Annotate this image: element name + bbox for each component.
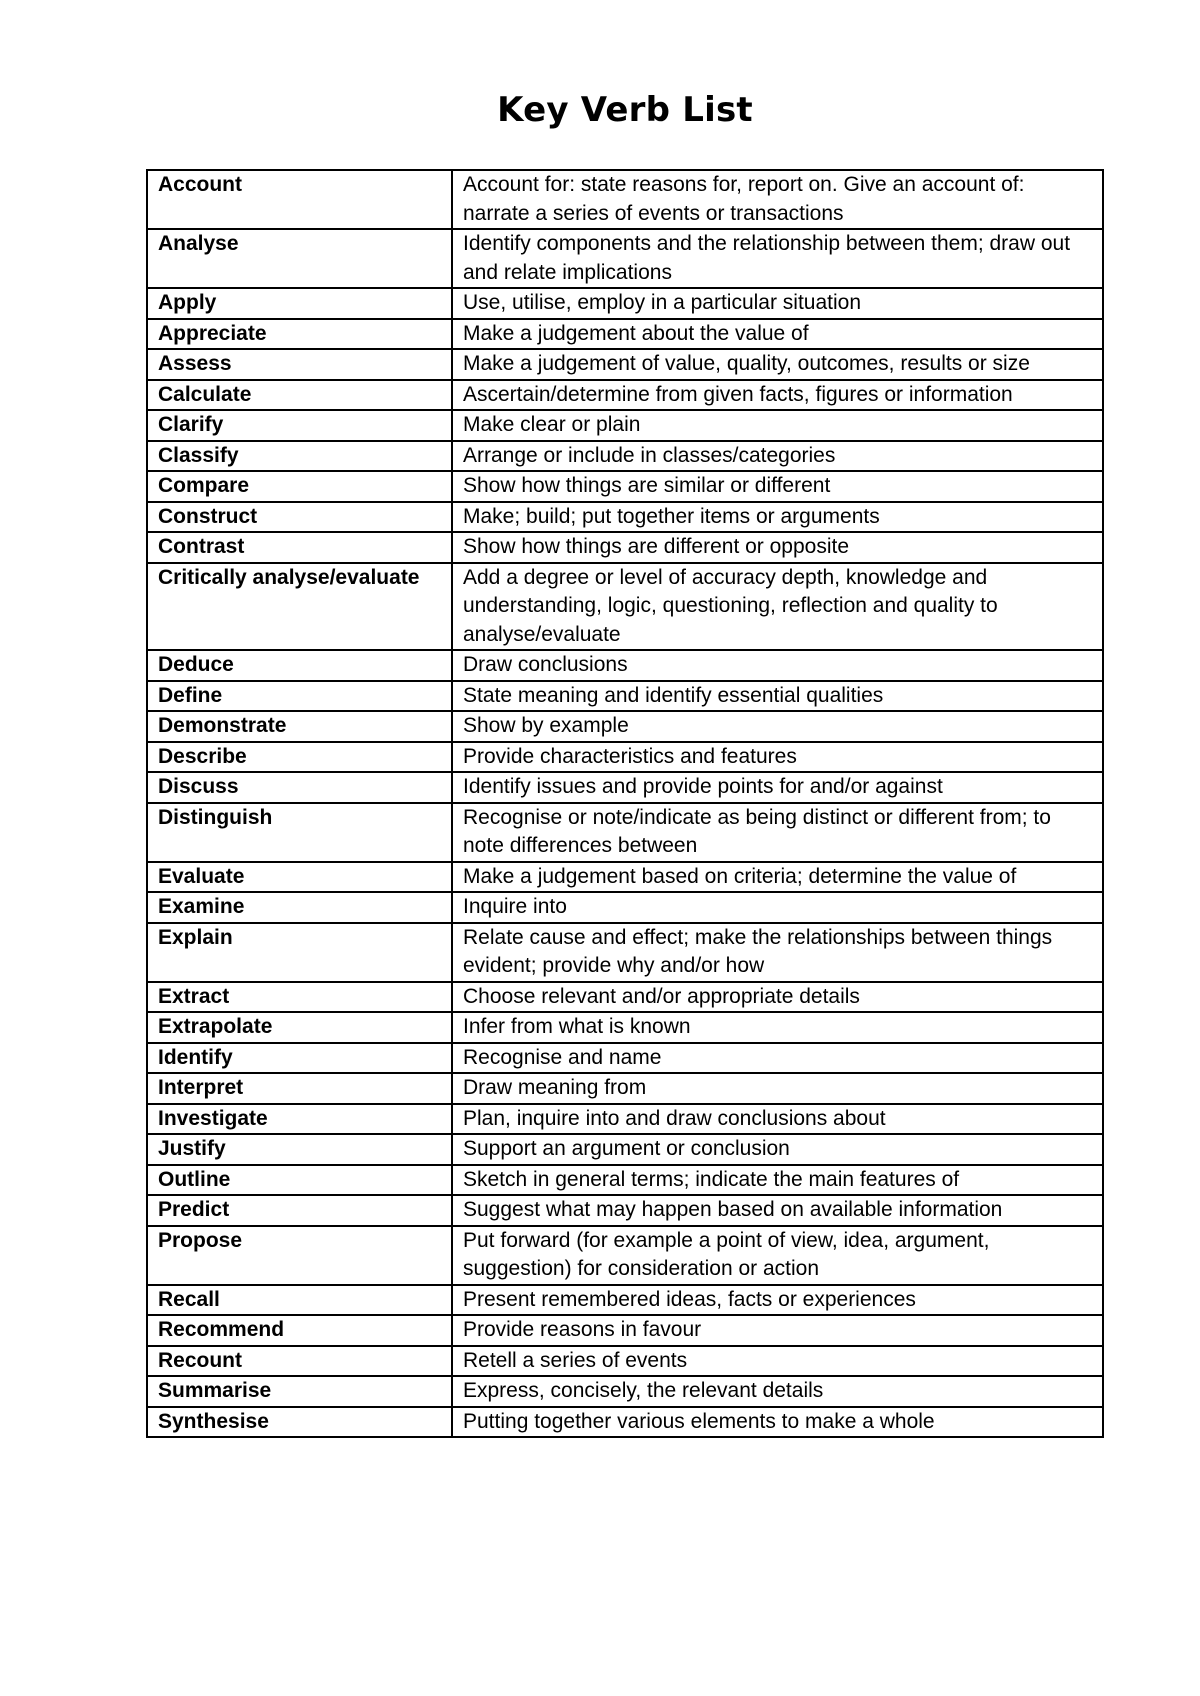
verb-term-cell: Construct: [147, 502, 452, 533]
verb-term-cell: Extrapolate: [147, 1012, 452, 1043]
table-row: [147, 380, 1103, 411]
table-row: [147, 441, 1103, 472]
verb-term-cell: Distinguish: [147, 803, 452, 862]
table-row: [147, 982, 1103, 1013]
table-row: [147, 1165, 1103, 1196]
verb-term-cell: Interpret: [147, 1073, 452, 1104]
verb-term-cell: Assess: [147, 349, 452, 380]
table-row: [147, 1195, 1103, 1226]
table-row: [147, 1285, 1103, 1316]
verb-term-cell: Analyse: [147, 229, 452, 288]
verb-term-cell: Propose: [147, 1226, 452, 1285]
verb-term-cell: Recall: [147, 1285, 452, 1316]
verb-definition-cell: Make a judgement based on criteria; determine the value of: [452, 862, 1103, 893]
table-row: [147, 563, 1103, 651]
verb-term-cell: Extract: [147, 982, 452, 1013]
verb-definition-cell: Make; build; put together items or arguments: [452, 502, 1103, 533]
verb-definition-cell: Draw meaning from: [452, 1073, 1103, 1104]
verb-term-cell: Examine: [147, 892, 452, 923]
verb-term-cell: Recommend: [147, 1315, 452, 1346]
verb-definition-cell: Account for: state reasons for, report on. Give an account of: narrate a series of events or transactions: [452, 170, 1103, 229]
verb-term-cell: Classify: [147, 441, 452, 472]
verb-definition-cell: Choose relevant and/or appropriate details: [452, 982, 1103, 1013]
table-row: [147, 892, 1103, 923]
table-row: [147, 650, 1103, 681]
verb-definition-cell: Identify issues and provide points for and/or against: [452, 772, 1103, 803]
verb-term-cell: Contrast: [147, 532, 452, 563]
verb-definition-cell: Show by example: [452, 711, 1103, 742]
table-row: [147, 170, 1103, 229]
verb-term-cell: Account: [147, 170, 452, 229]
table-row: [147, 1043, 1103, 1074]
verb-term-cell: Appreciate: [147, 319, 452, 350]
verb-definition-cell: Show how things are different or opposite: [452, 532, 1103, 563]
table-row: [147, 1134, 1103, 1165]
table-row: [147, 349, 1103, 380]
verb-term-cell: Investigate: [147, 1104, 452, 1135]
verb-definition-cell: Inquire into: [452, 892, 1103, 923]
verb-term-cell: Clarify: [147, 410, 452, 441]
table-row: [147, 1376, 1103, 1407]
table-row: [147, 229, 1103, 288]
verb-term-cell: Predict: [147, 1195, 452, 1226]
table-row: [147, 862, 1103, 893]
verb-definition-cell: Add a degree or level of accuracy depth, knowledge and understanding, logic, questioning, reflection and quality to analyse/evaluate: [452, 563, 1103, 651]
key-verb-table: [146, 169, 1104, 1438]
table-row: [147, 1346, 1103, 1377]
verb-definition-cell: Provide characteristics and features: [452, 742, 1103, 773]
verb-definition-cell: Present remembered ideas, facts or experiences: [452, 1285, 1103, 1316]
table-row: [147, 1073, 1103, 1104]
table-row: [147, 288, 1103, 319]
table-row: [147, 1226, 1103, 1285]
verb-term-cell: Describe: [147, 742, 452, 773]
key-verb-table-body: [147, 170, 1103, 1437]
verb-term-cell: Explain: [147, 923, 452, 982]
verb-definition-cell: Recognise or note/indicate as being distinct or different from; to note differences between: [452, 803, 1103, 862]
verb-term-cell: Recount: [147, 1346, 452, 1377]
table-row: [147, 410, 1103, 441]
verb-definition-cell: Infer from what is known: [452, 1012, 1103, 1043]
verb-definition-cell: Sketch in general terms; indicate the main features of: [452, 1165, 1103, 1196]
page-title: Key Verb List: [497, 90, 753, 130]
verb-term-cell: Identify: [147, 1043, 452, 1074]
table-row: [147, 1407, 1103, 1438]
verb-term-cell: Compare: [147, 471, 452, 502]
verb-term-cell: Outline: [147, 1165, 452, 1196]
table-row: [147, 471, 1103, 502]
table-row: [147, 803, 1103, 862]
verb-term-cell: Calculate: [147, 380, 452, 411]
verb-definition-cell: Make clear or plain: [452, 410, 1103, 441]
verb-definition-cell: Provide reasons in favour: [452, 1315, 1103, 1346]
verb-term-cell: Demonstrate: [147, 711, 452, 742]
verb-definition-cell: Make a judgement of value, quality, outcomes, results or size: [452, 349, 1103, 380]
verb-definition-cell: Draw conclusions: [452, 650, 1103, 681]
verb-definition-cell: Putting together various elements to make a whole: [452, 1407, 1103, 1438]
verb-definition-cell: State meaning and identify essential qualities: [452, 681, 1103, 712]
table-row: [147, 502, 1103, 533]
verb-definition-cell: Recognise and name: [452, 1043, 1103, 1074]
verb-term-cell: Synthesise: [147, 1407, 452, 1438]
verb-definition-cell: Ascertain/determine from given facts, figures or information: [452, 380, 1103, 411]
verb-term-cell: Define: [147, 681, 452, 712]
table-row: [147, 923, 1103, 982]
table-row: [147, 742, 1103, 773]
verb-definition-cell: Show how things are similar or different: [452, 471, 1103, 502]
verb-term-cell: Deduce: [147, 650, 452, 681]
verb-definition-cell: Relate cause and effect; make the relationships between things evident; provide why and/or how: [452, 923, 1103, 982]
table-row: [147, 319, 1103, 350]
table-row: [147, 1315, 1103, 1346]
table-row: [147, 772, 1103, 803]
verb-term-cell: Summarise: [147, 1376, 452, 1407]
verb-definition-cell: Identify components and the relationship between them; draw out and relate implications: [452, 229, 1103, 288]
verb-definition-cell: Use, utilise, employ in a particular situation: [452, 288, 1103, 319]
verb-term-cell: Apply: [147, 288, 452, 319]
verb-term-cell: Justify: [147, 1134, 452, 1165]
table-row: [147, 1104, 1103, 1135]
verb-definition-cell: Plan, inquire into and draw conclusions about: [452, 1104, 1103, 1135]
table-row: [147, 681, 1103, 712]
table-row: [147, 532, 1103, 563]
verb-definition-cell: Support an argument or conclusion: [452, 1134, 1103, 1165]
verb-definition-cell: Express, concisely, the relevant details: [452, 1376, 1103, 1407]
verb-definition-cell: Arrange or include in classes/categories: [452, 441, 1103, 472]
verb-definition-cell: Put forward (for example a point of view, idea, argument, suggestion) for consideration or action: [452, 1226, 1103, 1285]
verb-definition-cell: Suggest what may happen based on available information: [452, 1195, 1103, 1226]
verb-term-cell: Critically analyse/evaluate: [147, 563, 452, 651]
table-row: [147, 711, 1103, 742]
verb-definition-cell: Make a judgement about the value of: [452, 319, 1103, 350]
verb-definition-cell: Retell a series of events: [452, 1346, 1103, 1377]
verb-term-cell: Discuss: [147, 772, 452, 803]
verb-term-cell: Evaluate: [147, 862, 452, 893]
table-row: [147, 1012, 1103, 1043]
